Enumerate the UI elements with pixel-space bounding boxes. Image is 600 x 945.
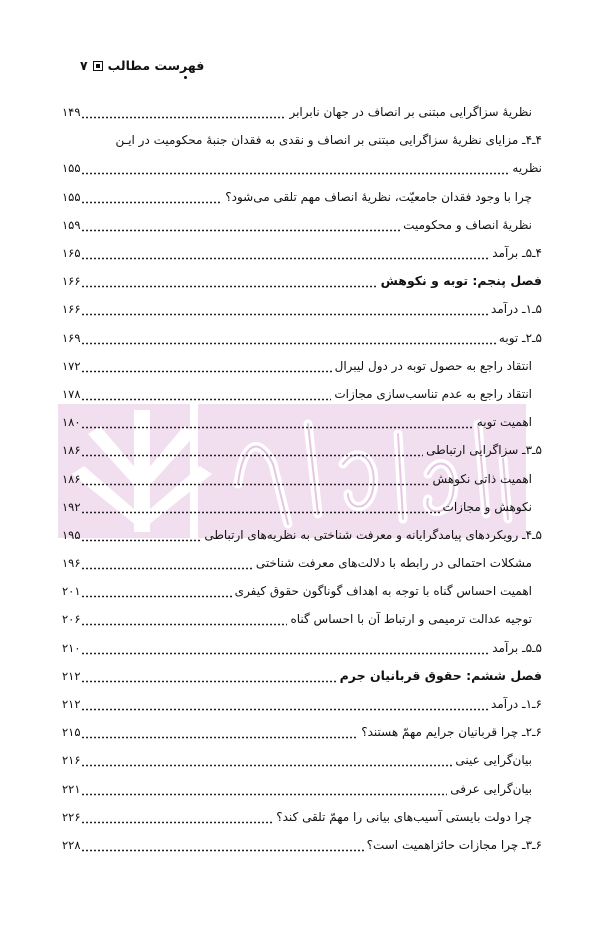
toc-entry-page: ۱۸۶: [62, 443, 81, 458]
dot-leader: [81, 697, 489, 711]
dot-leader: [81, 584, 232, 598]
toc-entry-page: ۲۱۶: [62, 753, 81, 768]
toc-entry-title: توجیه عدالت ترمیمی و ارتباط آن با احساس گناه: [290, 612, 532, 627]
dot-leader: [81, 302, 489, 316]
toc-entry-page: ۱۶۹: [62, 330, 81, 345]
toc-entry-title: ۵ـ۱ـ درآمد: [491, 302, 542, 317]
toc-entry[interactable]: [62, 98, 542, 126]
square-bullet-icon: [93, 61, 103, 71]
toc-entry[interactable]: [62, 577, 542, 605]
toc-entry-title: اهمیت احساس گناه با توجه به اهداف گوناگون حقوق کیفری: [234, 584, 532, 599]
toc-entry-title: ۵ـ۳ـ سزاگرایی ارتباطی: [426, 443, 542, 458]
toc-entry-page: ۱۶۵: [62, 246, 81, 261]
toc-entry[interactable]: [62, 775, 542, 803]
toc-entry-title: انتقاد راجع به عدم تناسب‌سازی مجازات: [334, 386, 532, 401]
dot-leader: [81, 556, 253, 570]
toc-entry-page: ۲۱۵: [62, 725, 81, 740]
toc-entry-title: اهمیت توبه: [476, 415, 532, 430]
toc-entry-title: ۶ـ۲ـ چرا قربانیان جرایم مهمّ هستند؟: [361, 725, 542, 740]
dot-leader: [81, 190, 223, 204]
toc-entry[interactable]: [62, 493, 542, 521]
toc-entry[interactable]: [62, 408, 542, 436]
toc-entry-title: نظریهٔ سزاگرایی مبتنی بر انصاف در جهان نابرابر: [289, 105, 532, 120]
toc-entry[interactable]: [62, 634, 542, 662]
dot-leader: [81, 612, 288, 626]
toc-entry-page: ۲۱۲: [62, 697, 81, 712]
toc-entry[interactable]: [62, 464, 542, 492]
toc-entry-title: نظریهٔ انصاف و محکومیت: [403, 217, 532, 232]
toc-entry-page: ۲۱۲: [62, 668, 81, 683]
toc-chapter-entry[interactable]: [62, 662, 542, 690]
dot-leader: [81, 161, 510, 175]
toc-entry-title: نکوهش و مجازات: [442, 499, 532, 514]
toc-entry-title: ۶ـ۳ـ چرا مجازات حائزاهمیت است؟: [366, 837, 542, 852]
dot-leader: [81, 725, 359, 739]
toc-entry-page: ۱۸۶: [62, 471, 81, 486]
toc-entry[interactable]: [62, 154, 542, 182]
toc-entry-title: ۴ـ۴ـ مزایای نظریهٔ سزاگرایی مبتنی بر انصاف و نقدی به فقدان جنبهٔ محکومیت در ایـن: [115, 133, 542, 148]
toc-entry-page: ۲۰۶: [62, 612, 81, 627]
dot-leader: [81, 443, 424, 457]
toc-entry-page: ۱۴۹: [62, 105, 81, 120]
toc-chapter-title: فصل پنجم: توبه و نکوهش: [380, 273, 542, 289]
dot-leader: [81, 782, 448, 796]
toc-entry-page: ۱۵۵: [62, 161, 81, 176]
toc-entry-title: مشکلات احتمالی در رابطه با دلالت‌های معرفت شناختی: [255, 556, 532, 571]
dot-leader: [81, 810, 274, 824]
toc-entry-title: اهمیت ذاتی نکوهش: [432, 471, 532, 486]
toc-entry-title: چرا با وجود فقدان جامعیّت، نظریهٔ انصاف مهم تلقی می‌شود؟: [225, 189, 532, 204]
toc-entry-page: ۱۹۵: [62, 527, 81, 542]
toc-entry[interactable]: [62, 690, 542, 718]
toc-entry[interactable]: [62, 605, 542, 633]
toc-entry-page: ۲۲۸: [62, 837, 81, 852]
toc-entry-title: بیان‌گرایی عرفی: [450, 781, 532, 796]
dot-leader: [81, 359, 332, 373]
dot-leader: [81, 753, 453, 767]
decorative-dot: [184, 76, 187, 79]
toc-entry-page: ۱۹۲: [62, 499, 81, 514]
toc-entry[interactable]: [62, 126, 542, 154]
dot-leader: [81, 669, 337, 683]
table-of-contents: [62, 98, 542, 859]
toc-entry-title: ۵ـ۵ـ برآمد: [492, 640, 542, 655]
toc-entry-title: انتقاد راجع به حصول توبه در دول لیبرال: [334, 358, 532, 373]
toc-entry-page: ۱۸۰: [62, 415, 81, 430]
dot-leader: [81, 246, 490, 260]
running-header: [80, 58, 204, 73]
toc-entry-page: ۱۷۲: [62, 358, 81, 373]
toc-entry[interactable]: [62, 718, 542, 746]
toc-entry-page: ۲۰۱: [62, 584, 81, 599]
toc-entry[interactable]: [62, 211, 542, 239]
toc-entry[interactable]: [62, 521, 542, 549]
toc-entry[interactable]: [62, 352, 542, 380]
toc-entry[interactable]: [62, 831, 542, 859]
toc-entry[interactable]: [62, 239, 542, 267]
dot-leader: [81, 331, 496, 345]
toc-chapter-title: فصل ششم: حقوق قربانیان جرم: [339, 667, 542, 683]
dot-leader: [81, 641, 490, 655]
toc-entry-page: ۱۹۶: [62, 556, 81, 571]
header-page-number: ۷: [80, 58, 88, 73]
toc-entry-page: ۲۲۶: [62, 809, 81, 824]
dot-leader: [81, 528, 202, 542]
toc-entry-page: ۱۶۶: [62, 302, 81, 317]
header-title: فهرست مطالب: [107, 58, 205, 73]
dot-leader: [81, 218, 401, 232]
toc-entry-title: نظریه: [512, 161, 542, 176]
toc-entry-title: ۶ـ۱ـ درآمد: [491, 697, 542, 712]
toc-entry-page: ۲۲۱: [62, 781, 81, 796]
dot-leader: [81, 387, 332, 401]
dot-leader: [81, 105, 287, 119]
toc-entry[interactable]: [62, 549, 542, 577]
toc-entry-page: ۱۶۶: [62, 274, 81, 289]
toc-entry[interactable]: [62, 746, 542, 774]
toc-entry-title: چرا دولت بایستی آسیب‌های بیانی را مهمّ تلقی کند؟: [276, 809, 532, 824]
dot-leader: [81, 415, 474, 429]
toc-entry-title: ۵ـ۲ـ توبه: [498, 330, 542, 345]
toc-entry[interactable]: [62, 803, 542, 831]
toc-entry-title: ۵ـ۴ـ رویکردهای پیامدگرایانه و معرفت شناختی به نظریه‌های ارتباطی: [204, 527, 542, 542]
toc-entry-title: ۴ـ۵ـ برآمد: [492, 246, 542, 261]
toc-entry[interactable]: [62, 295, 542, 323]
dot-leader: [81, 472, 430, 486]
dot-leader: [81, 500, 440, 514]
toc-entry[interactable]: [62, 436, 542, 464]
dot-leader: [81, 838, 364, 852]
toc-entry-page: ۱۵۹: [62, 217, 81, 232]
toc-entry-title: بیان‌گرایی عینی: [455, 753, 532, 768]
toc-entry[interactable]: [62, 183, 542, 211]
toc-chapter-entry[interactable]: [62, 267, 542, 295]
dot-leader: [81, 274, 378, 288]
toc-entry[interactable]: [62, 324, 542, 352]
toc-entry-page: ۱۵۵: [62, 189, 81, 204]
toc-entry[interactable]: [62, 380, 542, 408]
toc-entry-page: ۲۱۰: [62, 640, 81, 655]
toc-entry-page: ۱۷۸: [62, 386, 81, 401]
